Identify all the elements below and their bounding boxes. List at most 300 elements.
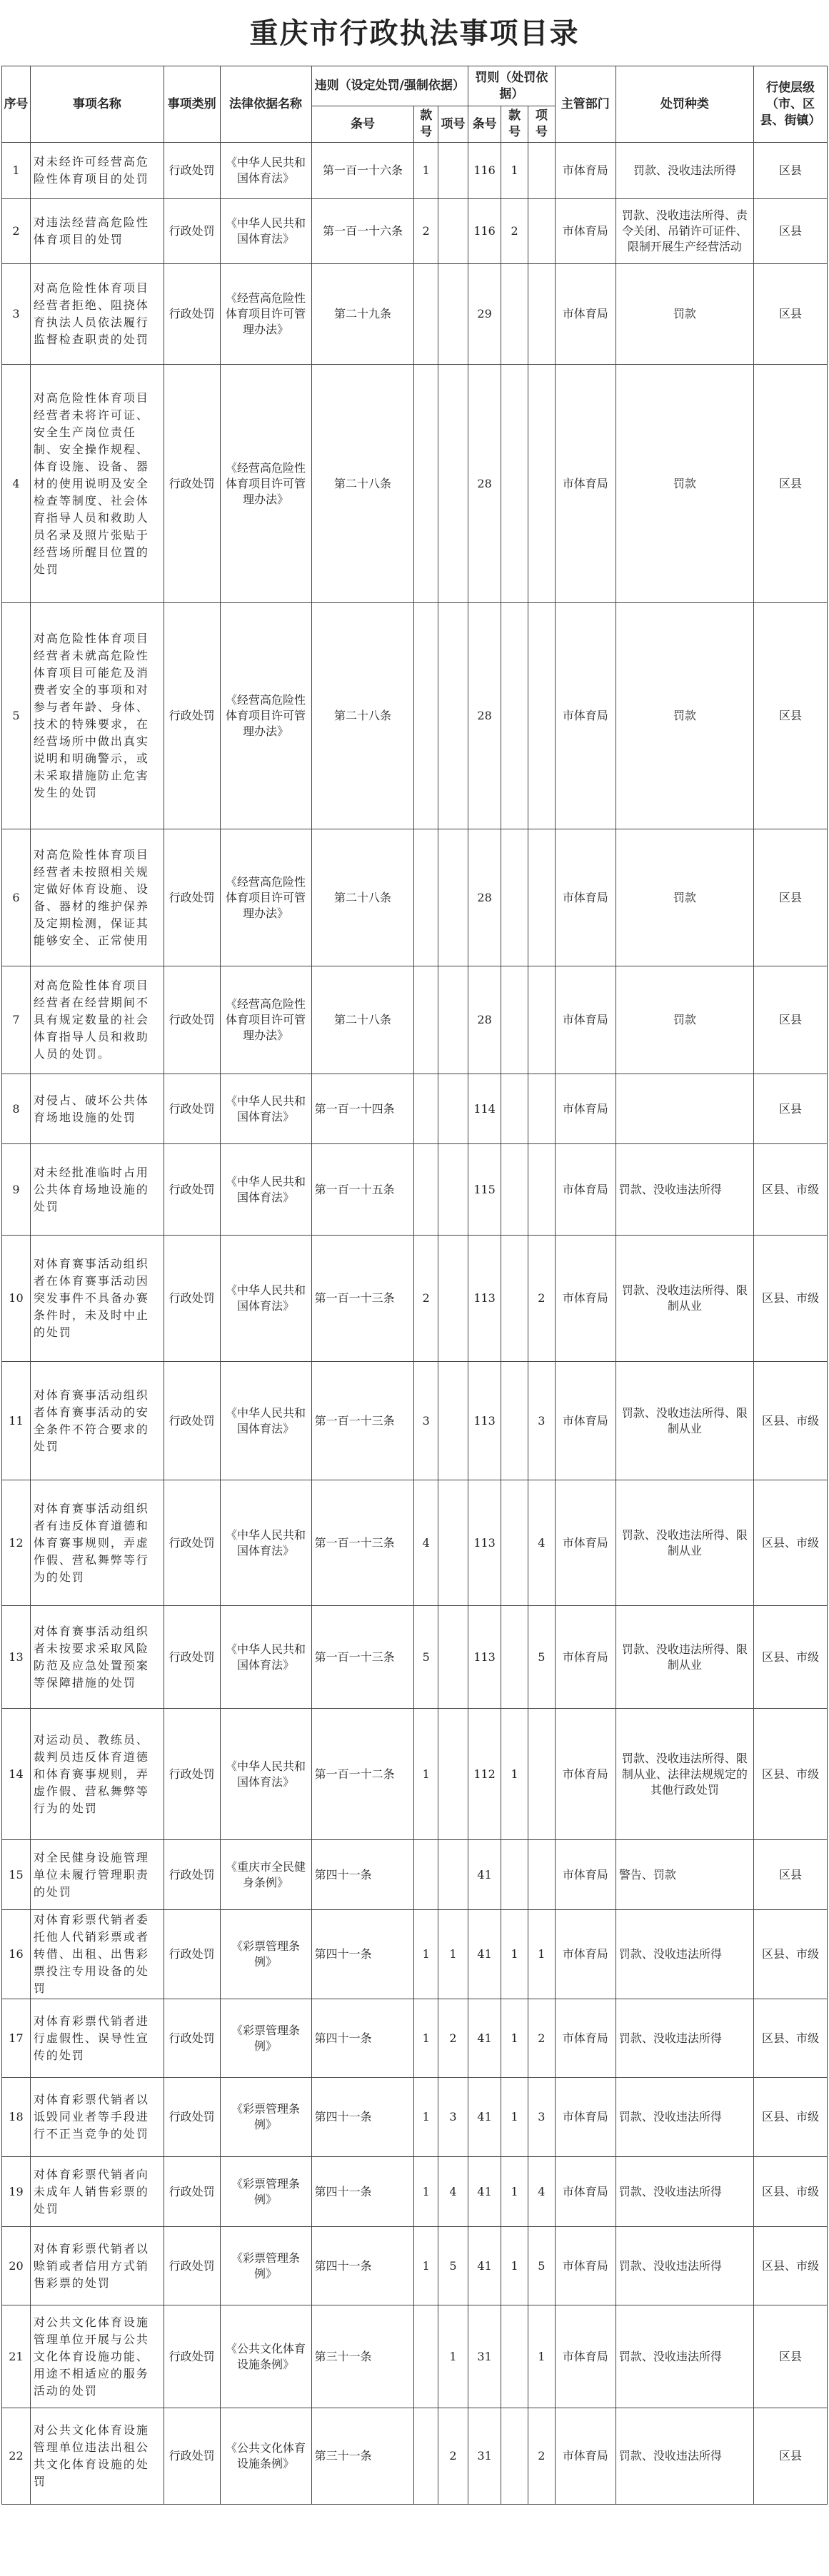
cell-article: 第一百一十三条 [311,1606,414,1709]
cell-name: 对高危险性体育项目经营者未按照相关规定做好体育设施、设备、器材的维护保养及定期检测，保证其能够安全、正常使用 [30,829,164,966]
cell-pen-article: 28 [468,365,501,603]
cell-seq: 22 [2,2408,31,2505]
cell-pen-item: 4 [528,1480,555,1606]
cell-ptype: 罚款、没收违法所得 [616,1144,753,1236]
cell-pen-clause [501,1144,528,1236]
header-level: 行使层级（市、区县、街镇） [754,66,828,143]
cell-level: 区县、市级 [754,1362,828,1480]
cell-name: 对体育彩票代销者向未成年人销售彩票的处罚 [30,2157,164,2227]
cell-basis: 《中华人民共和国体育法》 [220,1236,311,1362]
cell-level: 区县 [754,2305,828,2408]
cell-pen-item: 2 [528,1236,555,1362]
cell-pen-article: 28 [468,829,501,966]
cell-ptype: 罚款、没收违法所得 [616,1999,753,2078]
cell-pen-article: 31 [468,2305,501,2408]
cell-name: 对体育赛事活动组织者体育赛事活动的安全条件不符合要求的处罚 [30,1362,164,1480]
cell-article: 第二十八条 [311,365,414,603]
cell-seq: 6 [2,829,31,966]
cell-dept: 市体育局 [555,1840,616,1910]
cell-seq: 14 [2,1709,31,1840]
cell-item [438,365,468,603]
cell-category: 行政处罚 [164,2305,220,2408]
cell-pen-article: 115 [468,1144,501,1236]
cell-article: 第四十一条 [311,1999,414,2078]
cell-dept: 市体育局 [555,2078,616,2157]
cell-name: 对全民健身设施管理单位未履行管理职责的处罚 [30,1840,164,1910]
cell-ptype: 罚款 [616,829,753,966]
cell-ptype: 罚款、没收违法所得、限制从业 [616,1480,753,1606]
cell-ptype: 罚款、没收违法所得、责令关闭、吊销许可证件、限制开展生产经营活动 [616,199,753,264]
cell-pen-clause [501,2408,528,2505]
cell-item: 2 [438,1999,468,2078]
cell-basis: 《彩票管理条例》 [220,1910,311,1999]
cell-category: 行政处罚 [164,2078,220,2157]
cell-basis: 《重庆市全民健身条例》 [220,1840,311,1910]
cell-dept: 市体育局 [555,2157,616,2227]
cell-clause [414,603,438,829]
cell-pen-article: 112 [468,1709,501,1840]
cell-seq: 3 [2,264,31,365]
cell-item [438,264,468,365]
header-seq: 序号 [2,66,31,143]
cell-article: 第四十一条 [311,1840,414,1910]
cell-seq: 12 [2,1480,31,1606]
cell-ptype: 罚款 [616,603,753,829]
cell-clause [414,829,438,966]
cell-basis: 《中华人民共和国体育法》 [220,1362,311,1480]
cell-article: 第一百一十三条 [311,1480,414,1606]
cell-seq: 16 [2,1910,31,1999]
cell-pen-article: 31 [468,2408,501,2505]
header-item: 项号 [438,106,468,143]
table-row [2,365,828,603]
cell-seq: 21 [2,2305,31,2408]
cell-pen-clause: 1 [501,1910,528,1999]
cell-name: 对公共文化体育设施管理单位违法出租公共文化体育设施的处罚 [30,2408,164,2505]
cell-name: 对高危险性体育项目经营者未将许可证、安全生产岗位责任制、安全操作规程、体育设施、设备、器材的使用说明及安全检查等制度、社会体育指导人员和救助人员名录及照片张贴于经营场所醒目位置的处罚 [30,365,164,603]
cell-seq: 13 [2,1606,31,1709]
table-row [2,1236,828,1362]
cell-item [438,603,468,829]
cell-name: 对体育彩票代销者以赊销或者信用方式销售彩票的处罚 [30,2227,164,2305]
cell-item: 1 [438,1910,468,1999]
cell-clause: 1 [414,2078,438,2157]
cell-seq: 17 [2,1999,31,2078]
cell-dept: 市体育局 [555,1074,616,1144]
cell-level: 区县 [754,143,828,199]
cell-ptype: 罚款、没收违法所得 [616,2227,753,2305]
cell-pen-article: 113 [468,1362,501,1480]
cell-category: 行政处罚 [164,1910,220,1999]
cell-dept: 市体育局 [555,264,616,365]
cell-seq: 2 [2,199,31,264]
cell-article: 第二十八条 [311,603,414,829]
cell-level: 区县、市级 [754,1999,828,2078]
cell-clause: 2 [414,199,438,264]
cell-ptype: 罚款、没收违法所得、限制从业、法律法规规定的其他行政处罚 [616,1709,753,1840]
cell-category: 行政处罚 [164,199,220,264]
cell-seq: 5 [2,603,31,829]
cell-basis: 《中华人民共和国体育法》 [220,1144,311,1236]
header-article: 条号 [311,106,414,143]
cell-category: 行政处罚 [164,143,220,199]
cell-clause: 1 [414,143,438,199]
cell-basis: 《经营高危险性体育项目许可管理办法》 [220,603,311,829]
cell-item [438,1236,468,1362]
cell-pen-article: 113 [468,1606,501,1709]
cell-level: 区县、市级 [754,1606,828,1709]
cell-level: 区县、市级 [754,2227,828,2305]
cell-pen-item [528,199,555,264]
cell-ptype: 罚款、没收违法所得 [616,2305,753,2408]
cell-clause [414,1144,438,1236]
cell-pen-item [528,143,555,199]
cell-ptype: 罚款、没收违法所得 [616,2157,753,2227]
header-pen-article: 条号 [468,106,501,143]
cell-pen-item [528,365,555,603]
cell-basis: 《经营高危险性体育项目许可管理办法》 [220,264,311,365]
cell-basis: 《彩票管理条例》 [220,1999,311,2078]
cell-item: 2 [438,2408,468,2505]
cell-level: 区县 [754,1074,828,1144]
cell-pen-article: 28 [468,966,501,1074]
cell-category: 行政处罚 [164,365,220,603]
cell-clause: 3 [414,1362,438,1480]
cell-pen-item [528,1840,555,1910]
cell-dept: 市体育局 [555,1236,616,1362]
cell-dept: 市体育局 [555,1606,616,1709]
cell-dept: 市体育局 [555,1480,616,1606]
table-row [2,143,828,199]
cell-article: 第二十八条 [311,829,414,966]
cell-level: 区县、市级 [754,1236,828,1362]
cell-dept: 市体育局 [555,365,616,603]
cell-basis: 《经营高危险性体育项目许可管理办法》 [220,365,311,603]
cell-name: 对体育赛事活动组织者在体育赛事活动因突发事件不具备办赛条件时，未及时中止的处罚 [30,1236,164,1362]
cell-pen-clause [501,2305,528,2408]
cell-seq: 9 [2,1144,31,1236]
cell-name: 对高危险性体育项目经营者在经营期间不具有规定数量的社会体育指导人员和救助人员的处罚。 [30,966,164,1074]
cell-pen-item: 5 [528,2227,555,2305]
cell-pen-clause [501,1840,528,1910]
cell-dept: 市体育局 [555,2305,616,2408]
cell-item [438,1480,468,1606]
cell-clause: 1 [414,2157,438,2227]
cell-level: 区县 [754,1840,828,1910]
cell-item [438,199,468,264]
cell-pen-item [528,966,555,1074]
cell-dept: 市体育局 [555,1362,616,1480]
cell-category: 行政处罚 [164,1709,220,1840]
header-basis: 法律依据名称 [220,66,311,143]
cell-seq: 7 [2,966,31,1074]
cell-pen-item [528,1074,555,1144]
cell-level: 区县、市级 [754,2078,828,2157]
cell-basis: 《彩票管理条例》 [220,2227,311,2305]
cell-pen-clause: 1 [501,1999,528,2078]
cell-name: 对违法经营高危险性体育项目的处罚 [30,199,164,264]
cell-article: 第二十九条 [311,264,414,365]
cell-name: 对未经批准临时占用公共体育场地设施的处罚 [30,1144,164,1236]
cell-pen-item: 1 [528,2305,555,2408]
table-row [2,966,828,1074]
cell-pen-item: 4 [528,2157,555,2227]
cell-basis: 《中华人民共和国体育法》 [220,1709,311,1840]
cell-pen-article: 116 [468,199,501,264]
cell-name: 对体育彩票代销者委托他人代销彩票或者转借、出租、出售彩票投注专用设备的处罚 [30,1910,164,1999]
cell-article: 第一百一十五条 [311,1144,414,1236]
cell-pen-clause [501,1480,528,1606]
header-penalty: 罚则（处罚依据） [468,66,556,106]
cell-category: 行政处罚 [164,1606,220,1709]
cell-pen-item [528,264,555,365]
cell-level: 区县 [754,829,828,966]
page-title: 重庆市行政执法事项目录 [249,16,580,50]
cell-basis: 《经营高危险性体育项目许可管理办法》 [220,966,311,1074]
cell-pen-article: 113 [468,1480,501,1606]
cell-article: 第四十一条 [311,2078,414,2157]
cell-article: 第四十一条 [311,2227,414,2305]
cell-article: 第一百一十六条 [311,143,414,199]
table-row [2,829,828,966]
cell-item [438,1709,468,1840]
cell-level: 区县 [754,199,828,264]
cell-pen-article: 113 [468,1236,501,1362]
cell-ptype: 罚款、没收违法所得 [616,2078,753,2157]
cell-clause [414,1840,438,1910]
cell-name: 对运动员、教练员、裁判员违反体育道德和体育赛事规则，弄虚作假、营私舞弊等行为的处罚 [30,1709,164,1840]
cell-clause [414,966,438,1074]
header-clause: 款号 [414,106,438,143]
cell-ptype: 罚款、没收违法所得 [616,143,753,199]
cell-pen-clause [501,1236,528,1362]
cell-basis: 《经营高危险性体育项目许可管理办法》 [220,829,311,966]
cell-ptype: 罚款 [616,264,753,365]
cell-pen-clause [501,603,528,829]
cell-pen-clause: 1 [501,2078,528,2157]
cell-level: 区县 [754,264,828,365]
cell-pen-article: 41 [468,1840,501,1910]
cell-level: 区县、市级 [754,2157,828,2227]
cell-pen-item: 3 [528,1362,555,1480]
cell-category: 行政处罚 [164,1144,220,1236]
cell-category: 行政处罚 [164,1362,220,1480]
cell-category: 行政处罚 [164,1236,220,1362]
cell-pen-clause: 2 [501,199,528,264]
header-category: 事项类别 [164,66,220,143]
cell-name: 对体育彩票代销者以诋毁同业者等手段进行不正当竞争的处罚 [30,2078,164,2157]
cell-seq: 1 [2,143,31,199]
cell-ptype [616,1074,753,1144]
cell-article: 第三十一条 [311,2408,414,2505]
cell-pen-item: 2 [528,1999,555,2078]
table-row [2,2305,828,2408]
cell-ptype: 罚款、没收违法所得 [616,1910,753,1999]
cell-clause [414,2305,438,2408]
cell-clause [414,365,438,603]
cell-item: 4 [438,2157,468,2227]
cell-basis: 《公共文化体育设施条例》 [220,2305,311,2408]
cell-pen-clause [501,1606,528,1709]
cell-pen-item [528,603,555,829]
table-body [2,143,828,2505]
cell-level: 区县 [754,365,828,603]
cell-pen-article: 29 [468,264,501,365]
cell-seq: 20 [2,2227,31,2305]
cell-seq: 8 [2,1074,31,1144]
cell-dept: 市体育局 [555,966,616,1074]
cell-name: 对公共文化体育设施管理单位开展与公共文化体育设施功能、用途不相适应的服务活动的处罚 [30,2305,164,2408]
cell-clause: 2 [414,1236,438,1362]
cell-article: 第一百一十三条 [311,1362,414,1480]
cell-level: 区县、市级 [754,1480,828,1606]
cell-category: 行政处罚 [164,264,220,365]
cell-item: 5 [438,2227,468,2305]
cell-level: 区县、市级 [754,1144,828,1236]
cell-article: 第一百一十三条 [311,1236,414,1362]
cell-category: 行政处罚 [164,603,220,829]
cell-ptype: 罚款 [616,966,753,1074]
cell-dept: 市体育局 [555,143,616,199]
header-dept: 主管部门 [555,66,616,143]
cell-pen-article: 114 [468,1074,501,1144]
cell-category: 行政处罚 [164,829,220,966]
cell-name: 对高危险性体育项目经营者未就高危险性体育项目可能危及消费者安全的事项和对参与者年龄、身体、技术的特殊要求，在经营场所中做出真实说明和明确警示，或未采取措施防止危害发生的处罚 [30,603,164,829]
cell-category: 行政处罚 [164,1999,220,2078]
cell-level: 区县 [754,2408,828,2505]
cell-level: 区县、市级 [754,1709,828,1840]
cell-clause: 4 [414,1480,438,1606]
cell-seq: 19 [2,2157,31,2227]
cell-basis: 《中华人民共和国体育法》 [220,199,311,264]
cell-category: 行政处罚 [164,1074,220,1144]
cell-basis: 《彩票管理条例》 [220,2157,311,2227]
cell-name: 对体育赛事活动组织者未按要求采取风险防范及应急处置预案等保障措施的处罚 [30,1606,164,1709]
cell-name: 对体育赛事活动组织者有违反体育道德和体育赛事规则，弄虚作假、营私舞弊等行为的处罚 [30,1480,164,1606]
header-ptype: 处罚种类 [616,66,753,143]
header-name: 事项名称 [30,66,164,143]
cell-dept: 市体育局 [555,603,616,829]
table-row [2,1606,828,1709]
cell-pen-article: 41 [468,2227,501,2305]
cell-pen-article: 28 [468,603,501,829]
table-row [2,2078,828,2157]
table-row [2,264,828,365]
cell-pen-clause [501,365,528,603]
cell-pen-article: 41 [468,1999,501,2078]
cell-seq: 10 [2,1236,31,1362]
cell-article: 第一百一十二条 [311,1709,414,1840]
cell-item [438,829,468,966]
cell-pen-item: 2 [528,2408,555,2505]
header-pen-item: 项号 [528,106,555,143]
table-row [2,1362,828,1480]
cell-ptype: 罚款、没收违法所得、限制从业 [616,1362,753,1480]
cell-pen-item [528,1709,555,1840]
table-row [2,1999,828,2078]
cell-clause: 1 [414,2227,438,2305]
cell-category: 行政处罚 [164,2408,220,2505]
cell-category: 行政处罚 [164,1840,220,1910]
cell-ptype: 罚款、没收违法所得 [616,2408,753,2505]
cell-item [438,1144,468,1236]
cell-pen-article: 116 [468,143,501,199]
cell-clause: 1 [414,1709,438,1840]
cell-item: 1 [438,2305,468,2408]
cell-pen-item [528,1144,555,1236]
cell-ptype: 警告、罚款 [616,1840,753,1910]
cell-seq: 4 [2,365,31,603]
cell-seq: 11 [2,1362,31,1480]
table-row [2,603,828,829]
header-pen-clause: 款号 [501,106,528,143]
cell-pen-item: 3 [528,2078,555,2157]
cell-dept: 市体育局 [555,199,616,264]
cell-pen-clause [501,966,528,1074]
table-row [2,1480,828,1606]
cell-dept: 市体育局 [555,2408,616,2505]
cell-basis: 《中华人民共和国体育法》 [220,1074,311,1144]
cell-article: 第一百一十四条 [311,1074,414,1144]
table-row [2,2227,828,2305]
cell-article: 第三十一条 [311,2305,414,2408]
cell-item: 3 [438,2078,468,2157]
cell-pen-item: 5 [528,1606,555,1709]
cell-basis: 《中华人民共和国体育法》 [220,1606,311,1709]
cell-basis: 《公共文化体育设施条例》 [220,2408,311,2505]
cell-basis: 《彩票管理条例》 [220,2078,311,2157]
enforcement-table [1,66,828,2505]
cell-dept: 市体育局 [555,2227,616,2305]
cell-clause: 1 [414,1999,438,2078]
cell-ptype: 罚款 [616,365,753,603]
table-row [2,2157,828,2227]
cell-basis: 《中华人民共和国体育法》 [220,1480,311,1606]
cell-pen-item: 1 [528,1910,555,1999]
cell-pen-clause: 1 [501,143,528,199]
cell-item [438,1606,468,1709]
cell-ptype: 罚款、没收违法所得、限制从业 [616,1606,753,1709]
cell-item [438,143,468,199]
cell-name: 对体育彩票代销者进行虚假性、误导性宣传的处罚 [30,1999,164,2078]
cell-seq: 18 [2,2078,31,2157]
table-row [2,199,828,264]
cell-dept: 市体育局 [555,1910,616,1999]
cell-item [438,966,468,1074]
cell-dept: 市体育局 [555,1144,616,1236]
cell-name: 对未经许可经营高危险性体育项目的处罚 [30,143,164,199]
table-row [2,1910,828,1999]
cell-dept: 市体育局 [555,1709,616,1840]
cell-name: 对侵占、破坏公共体育场地设施的处罚 [30,1074,164,1144]
cell-pen-article: 41 [468,2078,501,2157]
cell-article: 第四十一条 [311,1910,414,1999]
cell-pen-item [528,829,555,966]
cell-level: 区县、市级 [754,1910,828,1999]
table-row [2,1144,828,1236]
table-row [2,1709,828,1840]
header-violation: 违则（设定处罚/强制依据） [311,66,468,106]
cell-seq: 15 [2,1840,31,1910]
cell-pen-clause [501,829,528,966]
cell-category: 行政处罚 [164,2157,220,2227]
cell-category: 行政处罚 [164,2227,220,2305]
cell-name: 对高危险性体育项目经营者拒绝、阻挠体育执法人员依法履行监督检查职责的处罚 [30,264,164,365]
cell-level: 区县 [754,603,828,829]
table-row [2,2408,828,2505]
cell-article: 第二十八条 [311,966,414,1074]
cell-clause: 1 [414,1910,438,1999]
